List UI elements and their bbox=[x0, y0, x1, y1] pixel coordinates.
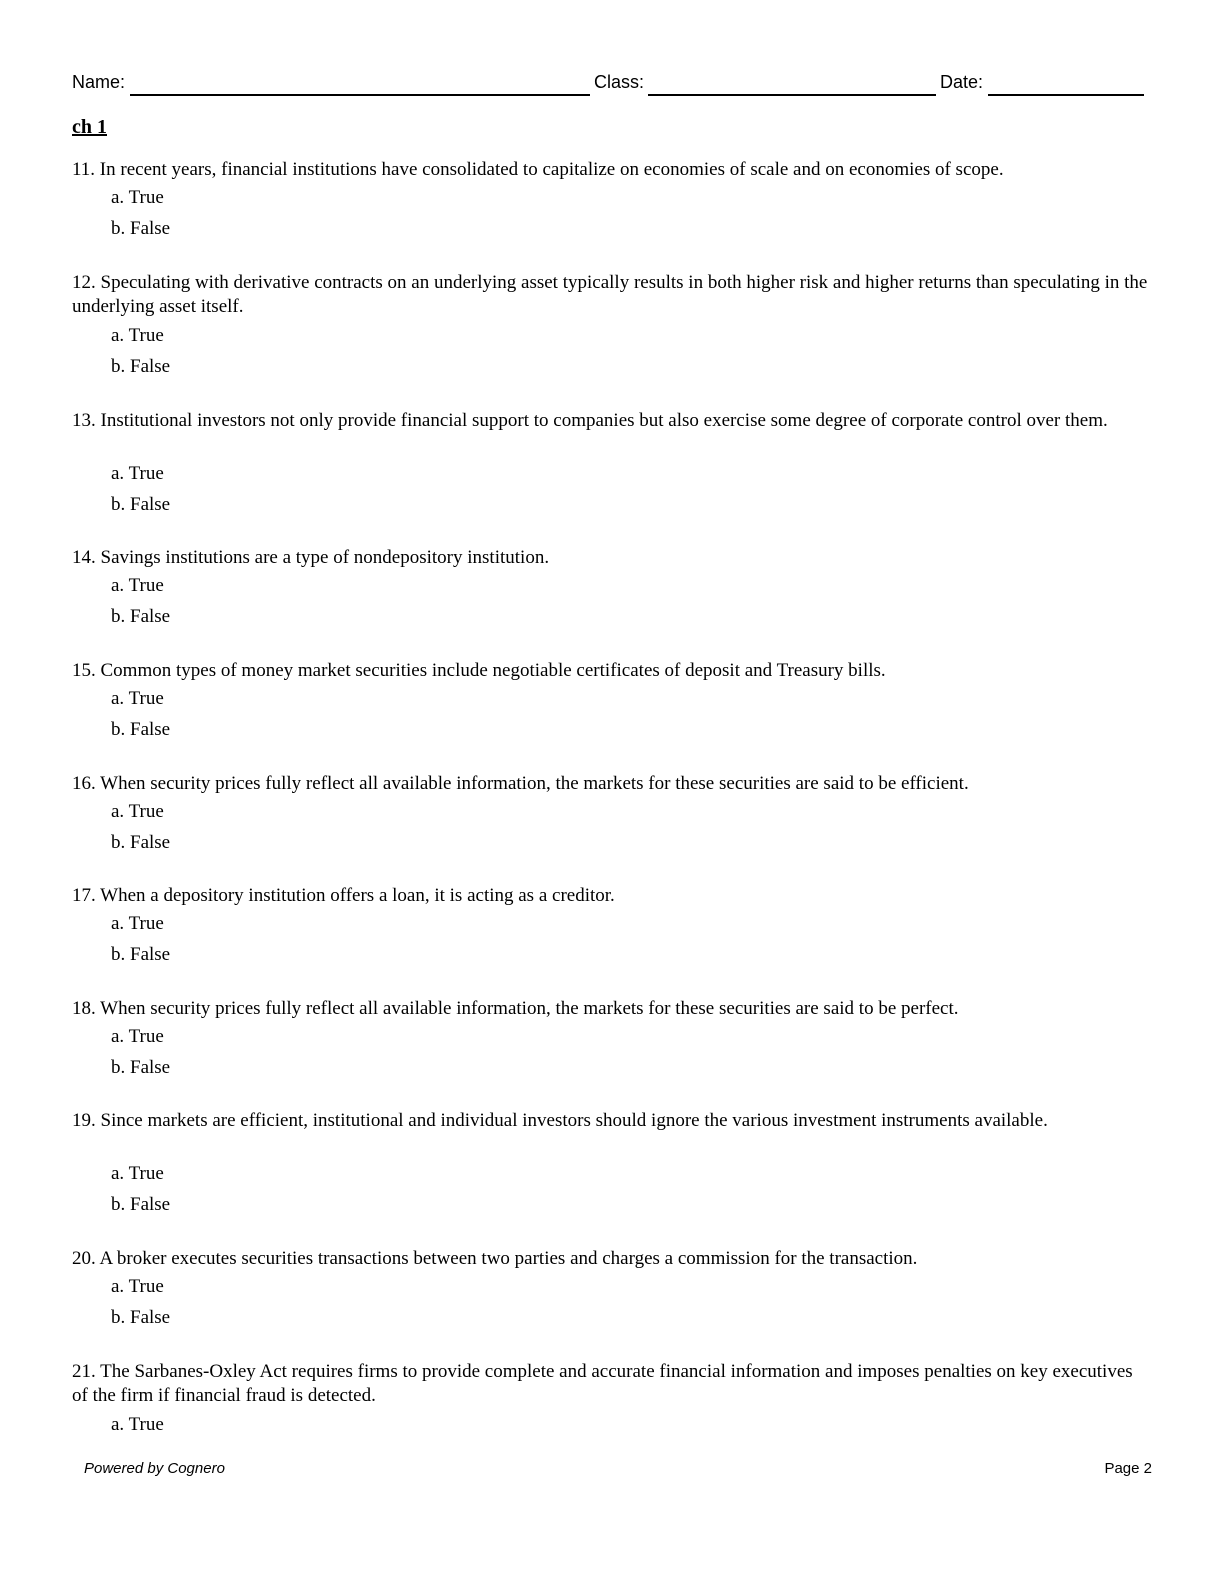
footer-brand: Powered by Cognero bbox=[84, 1460, 225, 1477]
question-stem: 12. Speculating with derivative contracts on an underlying asset typically results in both higher risk and higher returns than speculating in the underlying asset itself. bbox=[72, 272, 1148, 317]
option-true: a. True bbox=[111, 1163, 164, 1184]
question-item bbox=[72, 1360, 1152, 1435]
question-item bbox=[72, 409, 1152, 515]
question-stem: 19. Since markets are efficient, institutional and individual investors should ignore the various investment instruments available. bbox=[72, 1110, 1048, 1131]
option-true: a. True bbox=[111, 801, 164, 822]
option-true: a. True bbox=[111, 913, 164, 934]
class-line bbox=[648, 94, 936, 96]
question-item bbox=[72, 1109, 1152, 1215]
option-true: a. True bbox=[111, 1414, 164, 1435]
question-stem: 13. Institutional investors not only provide financial support to companies but also exercise some degree of corporate control over them. bbox=[72, 410, 1108, 431]
date-line bbox=[988, 94, 1144, 96]
option-true: a. True bbox=[111, 1276, 164, 1297]
question-item bbox=[72, 772, 1152, 853]
class-field bbox=[594, 72, 936, 96]
name-field bbox=[72, 72, 590, 96]
question-item bbox=[72, 1247, 1152, 1328]
option-true: a. True bbox=[111, 463, 164, 484]
question-stem: 11. In recent years, financial institutions have consolidated to capitalize on economies of scale and on economies of scope. bbox=[72, 159, 1004, 180]
question-stem: 20. A broker executes securities transactions between two parties and charges a commission for the transaction. bbox=[72, 1248, 918, 1269]
question-item bbox=[72, 546, 1152, 627]
question-stem: 17. When a depository institution offers a loan, it is acting as a creditor. bbox=[72, 885, 615, 906]
question-stem: 14. Savings institutions are a type of nondepository institution. bbox=[72, 547, 550, 568]
question-stem: 18. When security prices fully reflect all available information, the markets for these securities are said to be perfect. bbox=[72, 998, 959, 1019]
option-true: a. True bbox=[111, 575, 164, 596]
option-true: a. True bbox=[111, 1026, 164, 1047]
date-label: Date: bbox=[940, 72, 984, 92]
name-line bbox=[130, 94, 590, 96]
question-stem: 16. When security prices fully reflect all available information, the markets for these securities are said to be efficient. bbox=[72, 773, 969, 794]
option-false: b. False bbox=[111, 832, 171, 853]
question-item bbox=[72, 158, 1152, 239]
name-label: Name: bbox=[72, 72, 126, 92]
option-false: b. False bbox=[111, 494, 171, 515]
option-true: a. True bbox=[111, 325, 164, 346]
option-true: a. True bbox=[111, 688, 164, 709]
question-stem: 15. Common types of money market securities include negotiable certificates of deposit and Treasury bills. bbox=[72, 660, 886, 681]
option-false: b. False bbox=[111, 356, 171, 377]
option-false: b. False bbox=[111, 606, 171, 627]
question-item bbox=[72, 884, 1152, 965]
question-item bbox=[72, 659, 1152, 740]
option-false: b. False bbox=[111, 719, 171, 740]
page-number: Page 2 bbox=[1104, 1460, 1152, 1477]
option-false: b. False bbox=[111, 218, 171, 239]
date-field bbox=[940, 72, 1144, 96]
option-false: b. False bbox=[111, 944, 171, 965]
header bbox=[72, 72, 1144, 98]
question-stem: 21. The Sarbanes-Oxley Act requires firms to provide complete and accurate financial information and imposes penalties on key executives of the firm if financial fraud is detected. bbox=[72, 1361, 1133, 1406]
option-false: b. False bbox=[111, 1194, 171, 1215]
option-false: b. False bbox=[111, 1307, 171, 1328]
option-false: b. False bbox=[111, 1057, 171, 1078]
question-item bbox=[72, 997, 1152, 1078]
option-true: a. True bbox=[111, 187, 164, 208]
class-label: Class: bbox=[594, 72, 645, 92]
section-title: ch 1 bbox=[72, 116, 107, 138]
question-item bbox=[72, 271, 1152, 377]
